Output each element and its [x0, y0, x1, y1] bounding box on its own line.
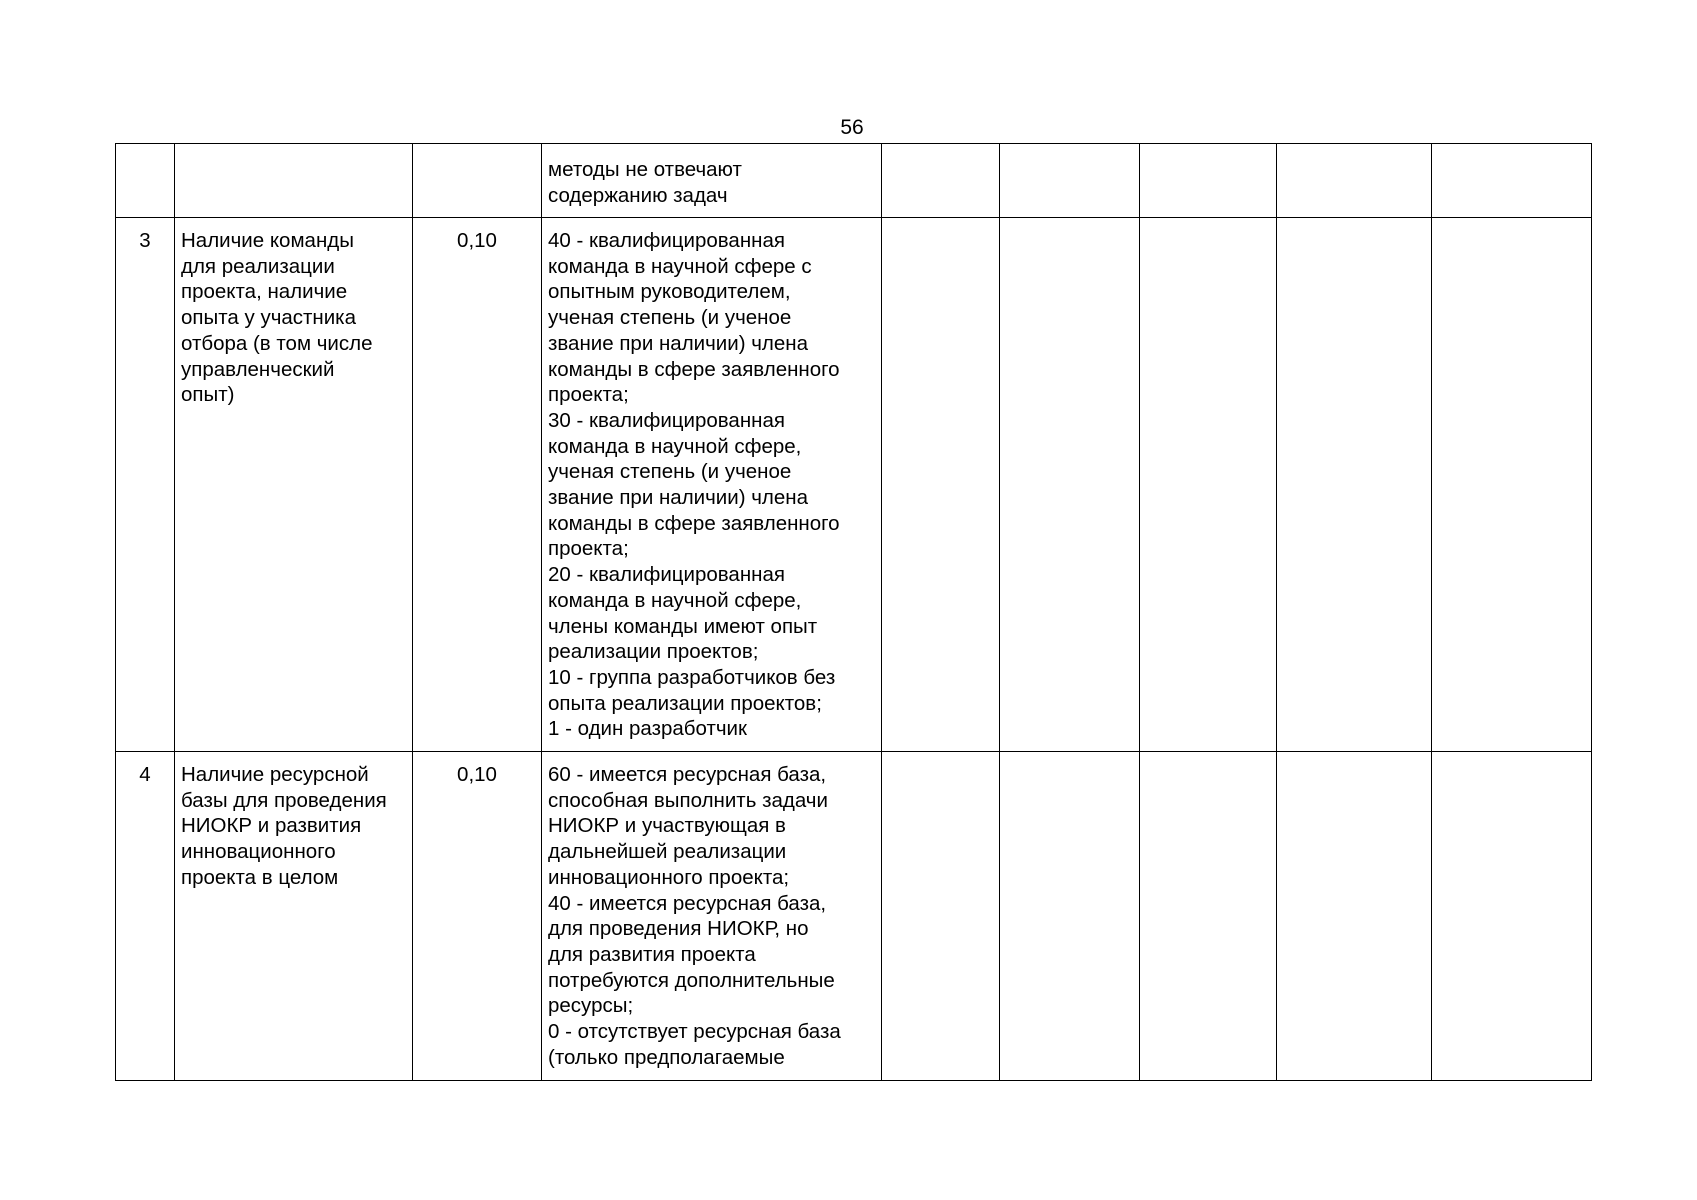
table-row — [116, 144, 1592, 218]
criterion-cell: Наличие команды для реализации проекта, наличие опыта у участника отбора (в том числе управленческий опыт) — [175, 218, 413, 752]
empty-cell — [1000, 752, 1140, 1081]
empty-cell — [1432, 144, 1592, 218]
empty-cell — [1277, 218, 1432, 752]
empty-cell — [1432, 218, 1592, 752]
empty-cell — [882, 144, 1000, 218]
row-number-cell — [116, 144, 175, 218]
row-number-cell: 4 — [116, 752, 175, 1081]
empty-cell — [882, 752, 1000, 1081]
criteria-table — [115, 143, 1592, 1081]
criterion-cell — [175, 144, 413, 218]
empty-cell — [1140, 752, 1277, 1081]
empty-cell — [1277, 752, 1432, 1081]
scale-cell: 40 - квалифицированная команда в научной сфере с опытным руководителем, ученая степень (и ученое звание при наличии) члена команды в сфере заявленного проекта; 30 - квалифицированная команда в научной сфере, ученая степень (и ученое звание при наличии) члена команды в сфере заявленного проекта; 20 - квалифицированная команда в научной сфере, члены команды имеют опыт реализации проектов; 10 - группа разработчиков без опыта реализации проектов; 1 - один разработчик — [542, 218, 882, 752]
empty-cell — [1277, 144, 1432, 218]
table-row — [116, 218, 1592, 752]
weight-cell: 0,10 — [413, 752, 542, 1081]
empty-cell — [1000, 144, 1140, 218]
row-number-cell: 3 — [116, 218, 175, 752]
table-row — [116, 752, 1592, 1081]
scale-cell: методы не отвечают содержанию задач — [542, 144, 882, 218]
empty-cell — [882, 218, 1000, 752]
weight-cell — [413, 144, 542, 218]
empty-cell — [1140, 218, 1277, 752]
empty-cell — [1000, 218, 1140, 752]
weight-cell: 0,10 — [413, 218, 542, 752]
criterion-cell: Наличие ресурсной базы для проведения НИОКР и развития инновационного проекта в целом — [175, 752, 413, 1081]
page-number: 56 — [840, 116, 864, 139]
empty-cell — [1140, 144, 1277, 218]
scale-cell: 60 - имеется ресурсная база, способная выполнить задачи НИОКР и участвующая в дальнейшей реализации инновационного проекта; 40 - имеется ресурсная база, для проведения НИОКР, но для развития проекта потребуются дополнительные ресурсы; 0 - отсутствует ресурсная база (только предполагаемые — [542, 752, 882, 1081]
empty-cell — [1432, 752, 1592, 1081]
